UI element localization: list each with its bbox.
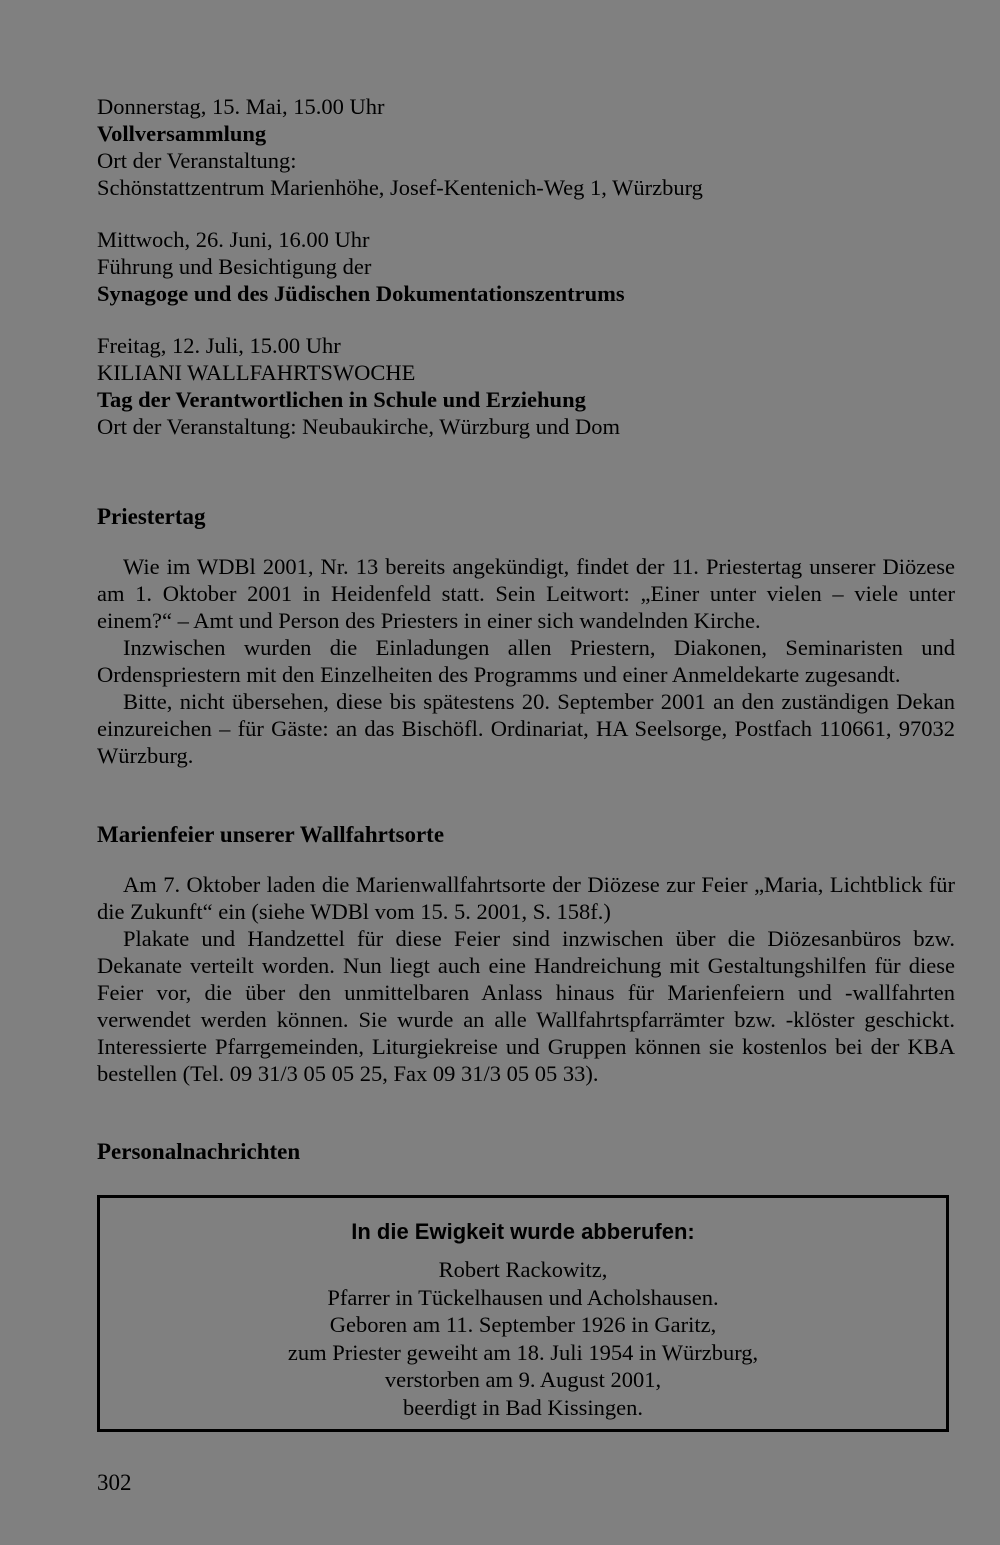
paragraph: Plakate und Handzettel für diese Feier sind inzwischen über die Diözesanbüros bzw. Dekanate verteilt worden. Nun liegt auch eine Handreichung mit Gestaltungshilfen für diese Feier vor, die über den unmittelbaren Anlass hinaus für Marienfeiern und -wallfahrten verwendet werden können. Sie wurde an alle Wallfahrtspfarrämter bzw. -klöster geschickt. Interessierte Pfarrgemeinden, Liturgiekreise und Gruppen können sie kostenlos bei der KBA bestellen (Tel. 09 31/3 05 05 25, Fax 09 31/3 05 05 33). [97, 926, 955, 1086]
event-venue: Schönstattzentrum Marienhöhe, Josef-Kentenich-Weg 1, Würzburg [97, 175, 703, 200]
event-date: Freitag, 12. Juli, 15.00 Uhr [97, 333, 341, 358]
obituary-lines [100, 1256, 946, 1421]
page-number: 302 [97, 1470, 132, 1495]
event-date: Mittwoch, 26. Juni, 16.00 Uhr [97, 227, 370, 252]
obituary-line: beerdigt in Bad Kissingen. [403, 1394, 643, 1420]
obituary-title: In die Ewigkeit wurde abberufen: [351, 1219, 695, 1244]
event-title: Vollversammlung [97, 121, 267, 146]
event-venue-label: Ort der Veranstaltung: [97, 148, 297, 173]
event-venue: Ort der Veranstaltung: Neubaukirche, Würzburg und Dom [97, 414, 620, 439]
priestertag-heading: Priestertag [97, 504, 206, 529]
paragraph: Inzwischen wurden die Einladungen allen Priestern, Diakonen, Seminaristen und Ordenspriestern mit den Einzelheiten des Programms und einer Anmeldekarte zugesandt. [97, 635, 955, 687]
paragraph: Am 7. Oktober laden die Marienwallfahrtsorte der Diözese zur Feier „Maria, Lichtblick für die Zukunft“ ein (siehe WDBl vom 15. 5. 2001, S. 158f.) [97, 872, 955, 924]
event-kiliani [97, 332, 955, 440]
event-intro: Führung und Besichtigung der [97, 254, 372, 279]
event-series: KILIANI WALLFAHRTSWOCHE [97, 360, 416, 385]
obituary-line: Robert Rackowitz, [438, 1257, 608, 1282]
event-title: Tag der Verantwortlichen in Schule und Erziehung [97, 387, 586, 412]
obituary-box [97, 1195, 949, 1432]
obituary-line: Pfarrer in Tückelhausen und Acholshausen. [327, 1284, 719, 1310]
obituary-line: zum Priester geweiht am 18. Juli 1954 in Würzburg, [287, 1339, 759, 1365]
event-title: Synagoge und des Jüdischen Dokumentationszentrums [97, 281, 625, 306]
event-synagoge [97, 226, 955, 307]
events-list [97, 93, 955, 440]
event-date: Donnerstag, 15. Mai, 15.00 Uhr [97, 94, 385, 119]
document-page [97, 93, 955, 1495]
marienfeier-heading: Marienfeier unserer Wallfahrtsorte [97, 822, 445, 847]
paragraph: Wie im WDBl 2001, Nr. 13 bereits angekündigt, findet der 11. Priestertag unserer Diözese am 1. Oktober 2001 in Heidenfeld statt. Sein Leitwort: „Einer unter vielen – viele unter einem?“ – Amt und Person des Priesters in einer sich wandelnden Kirche. [97, 554, 955, 633]
event-vollversammlung [97, 93, 955, 201]
priestertag-body [97, 553, 955, 769]
obituary-line: Geboren am 11. September 1926 in Garitz, [329, 1312, 717, 1337]
obituary-line: verstorben am 9. August 2001, [384, 1367, 662, 1392]
personal-heading: Personalnachrichten [97, 1139, 301, 1164]
marienfeier-body [97, 871, 955, 1087]
paragraph: Bitte, nicht übersehen, diese bis spätestens 20. September 2001 an den zuständigen Dekan einzureichen – für Gäste: an das Bischöfl. Ordinariat, HA Seelsorge, Postfach 110661, 97032 Würzburg. [97, 689, 955, 768]
